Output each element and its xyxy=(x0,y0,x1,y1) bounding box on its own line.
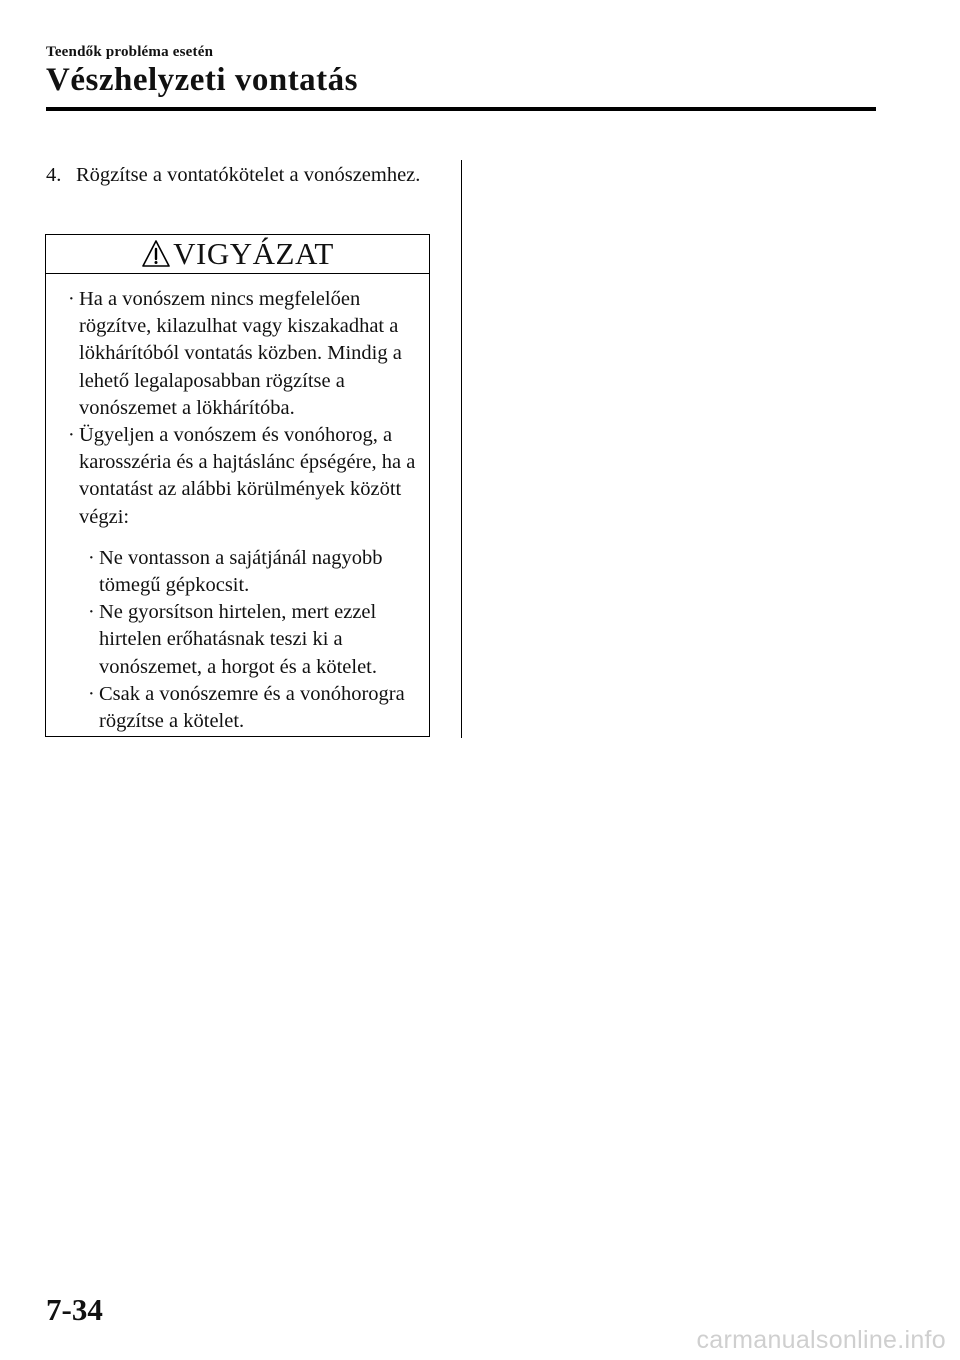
title-rule xyxy=(46,107,876,111)
caution-sub-bullet-text: Csak a vonószemre és a vonóhorogra rögzítse a kötelet. xyxy=(99,682,405,733)
step-text: Rögzítse a vontatókötelet a vonószemhez. xyxy=(76,164,421,186)
caution-bullet xyxy=(46,286,429,422)
caution-sub-bullet xyxy=(46,599,429,681)
caution-bullet xyxy=(46,422,429,531)
page-number: 7-34 xyxy=(46,1292,103,1327)
bullet-dot: · xyxy=(88,601,95,624)
caution-sub-list xyxy=(46,545,429,735)
watermark: carmanualsonline.info xyxy=(696,1326,946,1354)
step-item xyxy=(46,162,426,189)
caution-body xyxy=(46,274,429,735)
caution-bullet-text: Ügyeljen a vonószem és vonóhorog, a karosszéria és a hajtáslánc épségére, ha a vontatást az alábbi körülmények között végzi: xyxy=(79,424,416,528)
bullet-dot: · xyxy=(88,546,95,569)
caution-sub-bullet-text: Ne gyorsítson hirtelen, mert ezzel hirtelen erőhatásnak teszi ki a vonószemet, a horgot és a kötelet. xyxy=(99,601,378,678)
caution-bullet-text: Ha a vonószem nincs megfelelően rögzítve, kilazulhat vagy kiszakadhat a lökhárítóból vontatás közben. Mindig a lehető legalaposabban rögzítse a vonószemet a lökhárítóba. xyxy=(79,288,402,419)
caution-sub-bullet xyxy=(46,545,429,599)
caution-sub-bullet xyxy=(46,681,429,735)
section-label: Teendők probléma esetén xyxy=(46,44,214,60)
bullet-dot: · xyxy=(68,424,75,447)
bullet-dot: · xyxy=(68,288,75,310)
caution-box xyxy=(45,234,430,737)
page-title: Vészhelyzeti vontatás xyxy=(46,62,359,98)
column-divider xyxy=(461,160,462,738)
caution-sub-bullet-text: Ne vontasson a sajátjánál nagyobb tömegű gépkocsit. xyxy=(99,546,383,597)
warning-triangle-icon xyxy=(141,239,171,269)
bullet-dot: · xyxy=(88,682,95,705)
caution-header xyxy=(46,235,429,274)
step-number: 4. xyxy=(46,164,62,186)
caution-title: VIGYÁZAT xyxy=(173,236,334,271)
